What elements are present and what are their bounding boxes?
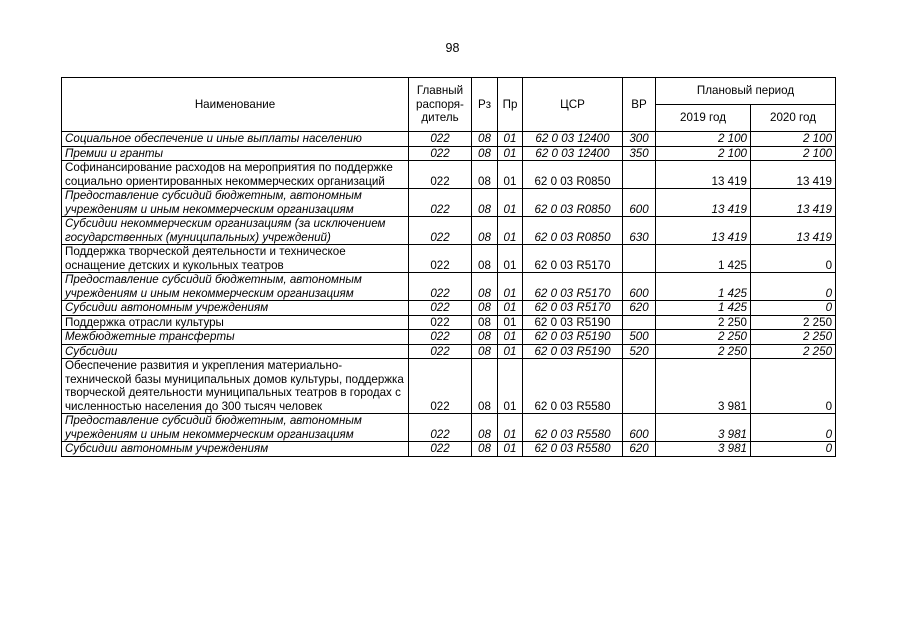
header-vr: ВР bbox=[623, 78, 656, 132]
cell-2019: 13 419 bbox=[656, 189, 751, 217]
budget-table bbox=[61, 77, 836, 457]
cell-vr bbox=[623, 245, 656, 273]
cell-rz: 08 bbox=[472, 301, 498, 316]
table-row bbox=[62, 344, 836, 359]
table-row bbox=[62, 442, 836, 457]
cell-name: Субсидии автономным учреждениям bbox=[62, 442, 409, 457]
cell-2019: 1 425 bbox=[656, 245, 751, 273]
cell-vr: 350 bbox=[623, 146, 656, 161]
cell-vr: 600 bbox=[623, 414, 656, 442]
cell-rz: 08 bbox=[472, 189, 498, 217]
table-row bbox=[62, 161, 836, 189]
header-pr: Пр bbox=[498, 78, 523, 132]
cell-name: Премии и гранты bbox=[62, 146, 409, 161]
cell-name: Предоставление субсидий бюджетным, автономным учреждениям и иным некоммерческим организациям bbox=[62, 414, 409, 442]
cell-vr: 500 bbox=[623, 330, 656, 345]
header-year-2019: 2019 год bbox=[656, 105, 751, 132]
cell-admin: 022 bbox=[409, 301, 472, 316]
cell-name: Субсидии bbox=[62, 344, 409, 359]
cell-csr: 62 0 03 R5170 bbox=[523, 301, 623, 316]
cell-name: Субсидии некоммерческим организациям (за исключением государственных (муниципальных) учреждений) bbox=[62, 217, 409, 245]
cell-vr bbox=[623, 359, 656, 414]
table-row bbox=[62, 315, 836, 330]
cell-pr: 01 bbox=[498, 330, 523, 345]
cell-rz: 08 bbox=[472, 161, 498, 189]
cell-name: Субсидии автономным учреждениям bbox=[62, 301, 409, 316]
cell-csr: 62 0 03 R5580 bbox=[523, 414, 623, 442]
cell-pr: 01 bbox=[498, 146, 523, 161]
cell-vr: 520 bbox=[623, 344, 656, 359]
cell-vr bbox=[623, 315, 656, 330]
cell-2019: 2 250 bbox=[656, 330, 751, 345]
cell-admin: 022 bbox=[409, 442, 472, 457]
cell-2020: 2 250 bbox=[751, 330, 836, 345]
cell-2020: 2 250 bbox=[751, 315, 836, 330]
cell-rz: 08 bbox=[472, 344, 498, 359]
cell-2020: 0 bbox=[751, 273, 836, 301]
cell-2020: 13 419 bbox=[751, 189, 836, 217]
cell-2020: 0 bbox=[751, 301, 836, 316]
table-row bbox=[62, 189, 836, 217]
cell-vr: 620 bbox=[623, 301, 656, 316]
table-row bbox=[62, 273, 836, 301]
cell-admin: 022 bbox=[409, 414, 472, 442]
cell-rz: 08 bbox=[472, 273, 498, 301]
cell-admin: 022 bbox=[409, 315, 472, 330]
cell-rz: 08 bbox=[472, 330, 498, 345]
cell-2020: 0 bbox=[751, 245, 836, 273]
header-plan-period: Плановый период bbox=[656, 78, 836, 105]
cell-rz: 08 bbox=[472, 217, 498, 245]
cell-name: Межбюджетные трансферты bbox=[62, 330, 409, 345]
table-row bbox=[62, 330, 836, 345]
cell-pr: 01 bbox=[498, 414, 523, 442]
cell-pr: 01 bbox=[498, 132, 523, 147]
cell-pr: 01 bbox=[498, 217, 523, 245]
table-row bbox=[62, 414, 836, 442]
cell-name: Социальное обеспечение и иные выплаты населению bbox=[62, 132, 409, 147]
cell-name: Предоставление субсидий бюджетным, автономным учреждениям и иным некоммерческим организациям bbox=[62, 273, 409, 301]
cell-2019: 13 419 bbox=[656, 217, 751, 245]
cell-csr: 62 0 03 12400 bbox=[523, 132, 623, 147]
cell-pr: 01 bbox=[498, 273, 523, 301]
header-csr: ЦСР bbox=[523, 78, 623, 132]
table-row bbox=[62, 359, 836, 414]
cell-csr: 62 0 03 R5170 bbox=[523, 245, 623, 273]
cell-csr: 62 0 03 R0850 bbox=[523, 161, 623, 189]
cell-pr: 01 bbox=[498, 315, 523, 330]
cell-2019: 2 250 bbox=[656, 315, 751, 330]
cell-pr: 01 bbox=[498, 359, 523, 414]
cell-csr: 62 0 03 R0850 bbox=[523, 189, 623, 217]
cell-2019: 13 419 bbox=[656, 161, 751, 189]
header-rz: Рз bbox=[472, 78, 498, 132]
header-admin: Главный распоря-дитель bbox=[409, 78, 472, 132]
cell-vr bbox=[623, 161, 656, 189]
cell-csr: 62 0 03 R5170 bbox=[523, 273, 623, 301]
cell-2020: 2 100 bbox=[751, 132, 836, 147]
cell-2020: 0 bbox=[751, 414, 836, 442]
cell-admin: 022 bbox=[409, 245, 472, 273]
cell-admin: 022 bbox=[409, 359, 472, 414]
cell-vr: 600 bbox=[623, 273, 656, 301]
cell-name: Поддержка творческой деятельности и техническое оснащение детских и кукольных театров bbox=[62, 245, 409, 273]
cell-pr: 01 bbox=[498, 189, 523, 217]
cell-2020: 0 bbox=[751, 359, 836, 414]
cell-pr: 01 bbox=[498, 344, 523, 359]
cell-name: Поддержка отрасли культуры bbox=[62, 315, 409, 330]
cell-pr: 01 bbox=[498, 442, 523, 457]
cell-admin: 022 bbox=[409, 189, 472, 217]
cell-csr: 62 0 03 12400 bbox=[523, 146, 623, 161]
cell-2020: 2 100 bbox=[751, 146, 836, 161]
table-row bbox=[62, 217, 836, 245]
cell-admin: 022 bbox=[409, 132, 472, 147]
cell-rz: 08 bbox=[472, 359, 498, 414]
cell-2020: 0 bbox=[751, 442, 836, 457]
cell-admin: 022 bbox=[409, 146, 472, 161]
cell-admin: 022 bbox=[409, 330, 472, 345]
table-row bbox=[62, 301, 836, 316]
cell-csr: 62 0 03 R5580 bbox=[523, 442, 623, 457]
cell-2019: 3 981 bbox=[656, 359, 751, 414]
cell-name: Предоставление субсидий бюджетным, автономным учреждениям и иным некоммерческим организациям bbox=[62, 189, 409, 217]
cell-rz: 08 bbox=[472, 146, 498, 161]
cell-admin: 022 bbox=[409, 217, 472, 245]
header-year-2020: 2020 год bbox=[751, 105, 836, 132]
cell-2020: 13 419 bbox=[751, 217, 836, 245]
cell-csr: 62 0 03 R5580 bbox=[523, 359, 623, 414]
cell-rz: 08 bbox=[472, 315, 498, 330]
cell-vr: 630 bbox=[623, 217, 656, 245]
cell-2019: 2 100 bbox=[656, 146, 751, 161]
table-row bbox=[62, 245, 836, 273]
cell-rz: 08 bbox=[472, 245, 498, 273]
table-row bbox=[62, 146, 836, 161]
cell-2019: 3 981 bbox=[656, 414, 751, 442]
cell-vr: 620 bbox=[623, 442, 656, 457]
cell-name: Софинансирование расходов на мероприятия по поддержке социально ориентированных некоммерческих организаций bbox=[62, 161, 409, 189]
table-row bbox=[62, 132, 836, 147]
cell-admin: 022 bbox=[409, 344, 472, 359]
cell-rz: 08 bbox=[472, 442, 498, 457]
cell-2019: 2 250 bbox=[656, 344, 751, 359]
cell-2019: 1 425 bbox=[656, 273, 751, 301]
cell-2019: 2 100 bbox=[656, 132, 751, 147]
cell-2020: 13 419 bbox=[751, 161, 836, 189]
cell-csr: 62 0 03 R5190 bbox=[523, 315, 623, 330]
cell-csr: 62 0 03 R5190 bbox=[523, 344, 623, 359]
header-name: Наименование bbox=[62, 78, 409, 132]
cell-pr: 01 bbox=[498, 245, 523, 273]
cell-csr: 62 0 03 R0850 bbox=[523, 217, 623, 245]
cell-2020: 2 250 bbox=[751, 344, 836, 359]
cell-pr: 01 bbox=[498, 161, 523, 189]
cell-admin: 022 bbox=[409, 273, 472, 301]
cell-csr: 62 0 03 R5190 bbox=[523, 330, 623, 345]
cell-2019: 3 981 bbox=[656, 442, 751, 457]
cell-vr: 300 bbox=[623, 132, 656, 147]
cell-2019: 1 425 bbox=[656, 301, 751, 316]
cell-pr: 01 bbox=[498, 301, 523, 316]
cell-vr: 600 bbox=[623, 189, 656, 217]
page-number: 98 bbox=[445, 41, 460, 55]
cell-admin: 022 bbox=[409, 161, 472, 189]
cell-rz: 08 bbox=[472, 132, 498, 147]
cell-rz: 08 bbox=[472, 414, 498, 442]
cell-name: Обеспечение развития и укрепления материально-технической базы муниципальных домов культуры, поддержка творческой деятельности муниципальных театров в городах с численностью населения до 300 тысяч человек bbox=[62, 359, 409, 414]
